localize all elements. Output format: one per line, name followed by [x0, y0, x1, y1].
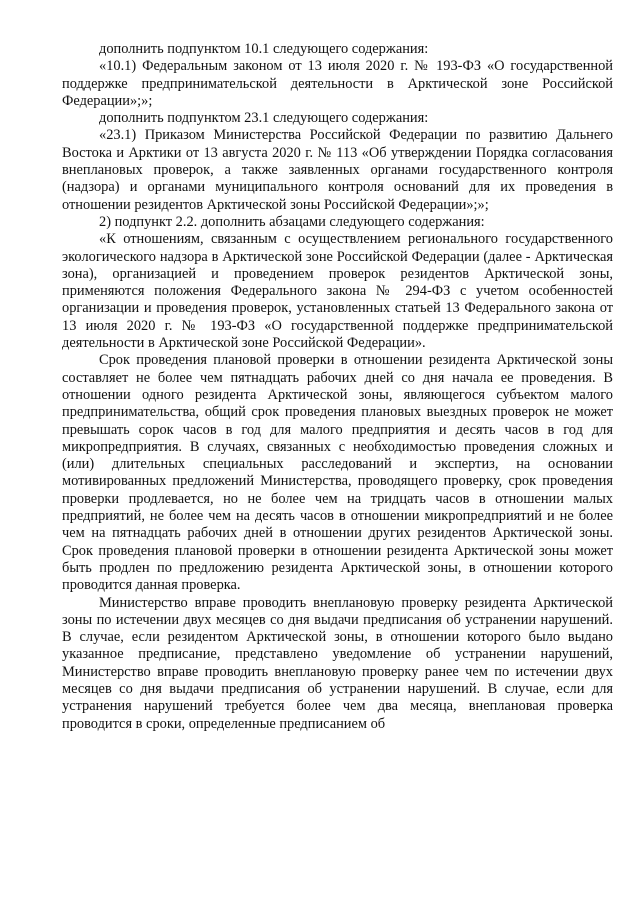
- paragraph-inspection-term: Срок проведения плановой проверки в отношении резидента Арктической зоны составляет не более чем пятнадцать рабочих дней со дня начала ее проведения. В отношении одного резидента Арктической зоны, являющегося субъектом малого предпринимательства, общий срок проведения плановых выездных проверок не может превышать сорок часов в год для малого предприятия и десять часов в год для микропредприятия. В случаях, связанных с необходимостью проведения сложных и (или) длительных специальных расследований и экспертиз, на основании мотивированных предложений Министерства, проводящего проверку, срок проведения проверки продлевается, но не более чем на тридцать часов в отношении малых предприятий, не более чем на десять часов в отношении микропредприятий и не более чем на пятнадцать рабочих дней в отношении других резидентов Арктической зоны. Срок проведения плановой проверки в отношении резидента Арктической зоны может быть продлен по предложению резидента Арктической зоны, в отношении которого проводится данная проверка.: [62, 352, 613, 594]
- paragraph-unscheduled-inspection: Министерство вправе проводить внеплановую проверку резидента Арктической зоны по истечении двух месяцев со дня выдачи предписания об устранении нарушений. В случае, если резидентом Арктической зоны, в отношении которого было выдано указанное предписание, представлено уведомление об устранении нарушений, Министерство вправе проводить внеплановую проверку ранее чем по истечении двух месяцев со дня выдачи предписания об устранении нарушений. В случае, если для устранения нарушений требуется более чем два месяца, внеплановая проверка проводится в сроки, определенные предписанием об: [62, 594, 613, 732]
- paragraph-intro-10-1: дополнить подпунктом 10.1 следующего содержания:: [99, 41, 429, 57]
- document-body: [62, 41, 613, 733]
- paragraph-regional-supervision: «К отношениям, связанным с осуществлением регионального государственного экологического надзора в Арктической зоне Российской Федерации (далее - Арктическая зона), организацией и проведением проверок резидентов Арктической зоны, применяются положения Федерального закона № 294-ФЗ с учетом особенностей организации и проведения проверок, установленных статьей 13 Федерального закона от 13 июля 2020 г. № 193-ФЗ «О государственной поддержке предпринимательской деятельности в Арктической зоне Российской Федерации».: [62, 231, 613, 352]
- paragraph-subitem-23-1: «23.1) Приказом Министерства Российской Федерации по развитию Дальнего Востока и Арктики от 13 августа 2020 г. № 113 «Об утверждении Порядка согласования внеплановых проверок, а также заявленных органами государственного контроля (надзора) и органами муниципального контроля оснований для их проведения в отношении резидентов Арктической зоны Российской Федерации»;»;: [62, 127, 613, 213]
- paragraph-item-2-2: 2) подпункт 2.2. дополнить абзацами следующего содержания:: [99, 213, 485, 230]
- paragraph-intro-23-1: дополнить подпунктом 23.1 следующего содержания:: [99, 110, 429, 127]
- paragraph-subitem-10-1: «10.1) Федеральным законом от 13 июля 2020 г. № 193-ФЗ «О государственной поддержке предпринимательской деятельности в Арктической зоне Российской Федерации»;»;: [62, 58, 613, 109]
